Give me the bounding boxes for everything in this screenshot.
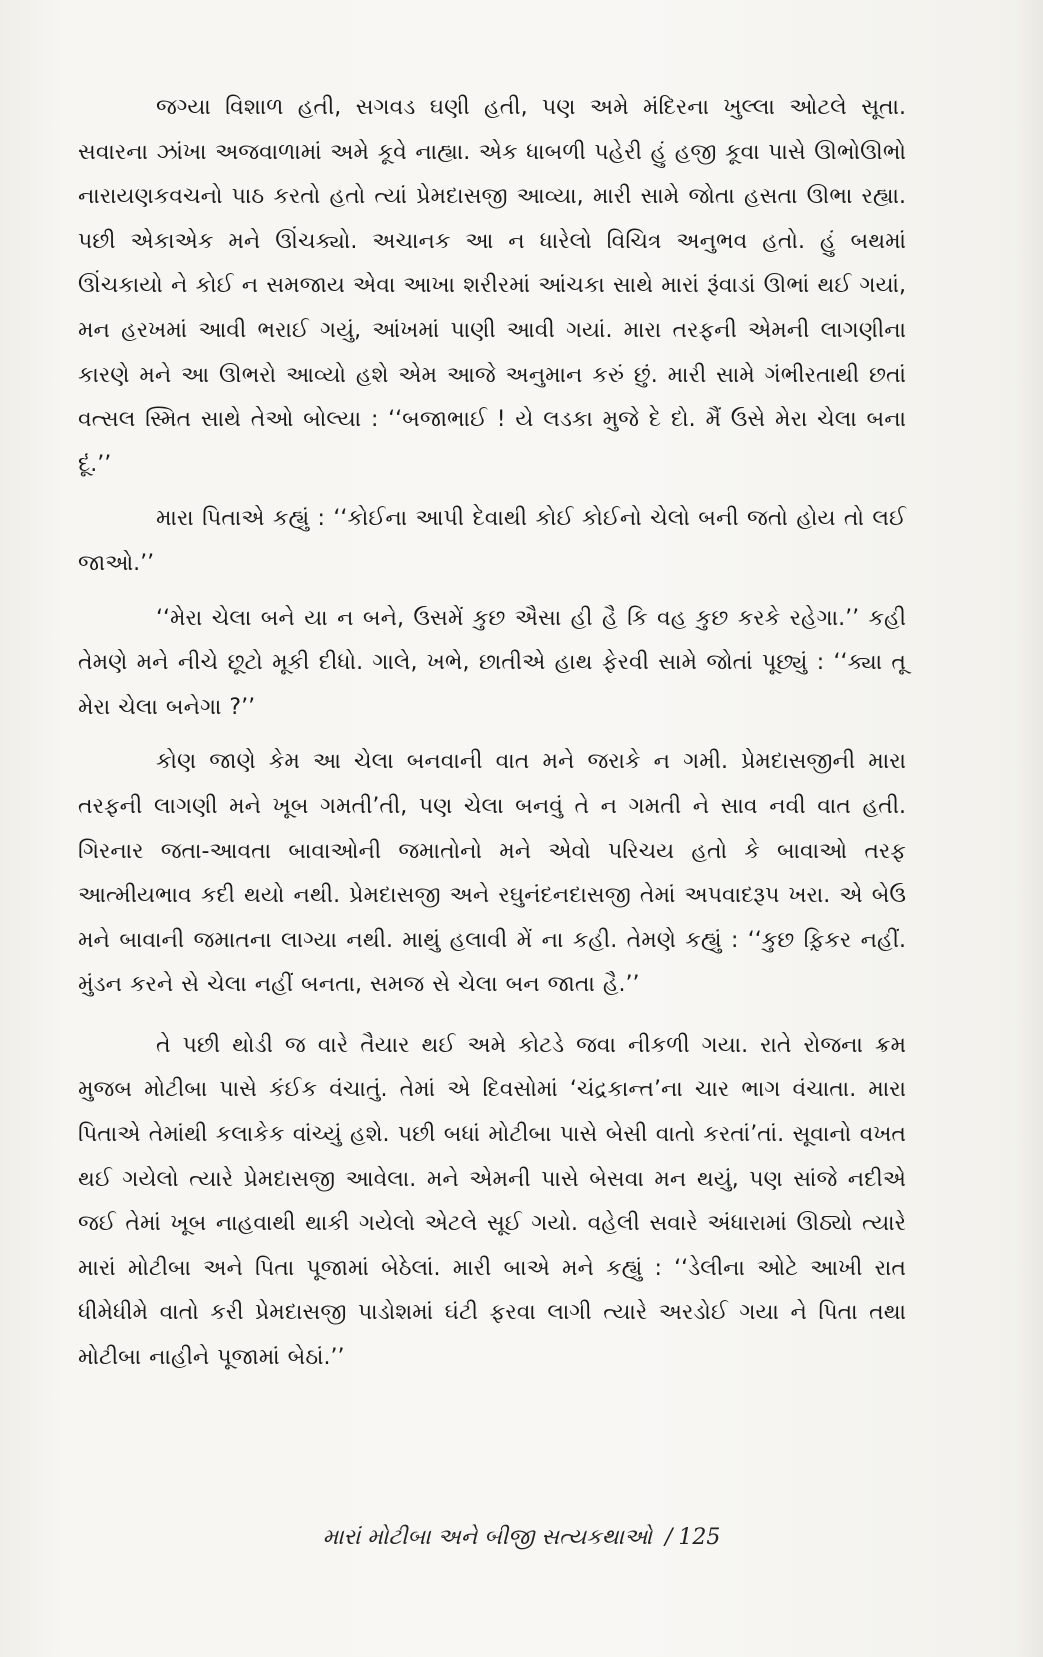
- page-footer: [0, 1525, 1043, 1550]
- paragraph-2: મારા પિતાએ કહ્યું : ‘‘કોઈના આપી દેવાથી કોઈ કોઈનો ચેલો બની જતો હોય તો લઈ જાઓ.’’: [78, 506, 906, 576]
- book-title: મારાં મોટીબા અને બીજી સત્યકથાઓ: [322, 1525, 652, 1550]
- paragraph-3: ‘‘મેરા ચેલા બને યા ન બને, ઉસમેં કુછ ઐસા હી હૈ કિ વહ કુછ કરકે રહેગા.’’ કહી તેમણે મને નીચે છૂટો મૂકી દીધો. ગાલે, ખભે, છાતીએ હાથ ફેરવી સામે જોતાં પૂછ્યું : ‘‘ક્યા તૂ મેરા ચેલા બનેગા ?’’: [78, 605, 906, 720]
- footer-separator: /: [664, 1525, 673, 1550]
- page-number: 125: [678, 1525, 721, 1550]
- paragraph-4: કોણ જાણે કેમ આ ચેલા બનવાની વાત મને જરાકે ન ગમી. પ્રેમદાસજીની મારા તરફની લાગણી મને ખૂબ ગમતી’તી, પણ ચેલા બનવું તે ન ગમતી ને સાવ નવી વાત હતી. ગિરનાર જતા-આવતા બાવાઓની જમાતોનો મને એવો પરિચય હતો કે બાવાઓ તરફ આત્મીયભાવ કદી થયો નથી. પ્રેમદાસજી અને રઘુનંદનદાસજી તેમાં અપવાદરૂપ ખરા. એ બેઉ મને બાવાની જમાતના લાગ્યા નથી. માથું હલાવી મેં ના કહી. તેમણે કહ્યું : ‘‘કુછ ફ઼િકર નહીં. મુંડન કરને સે ચેલા નહીં બનતા, સમજ સે ચેલા બન જાતા હૈ.’’: [78, 749, 906, 998]
- body-text: [78, 86, 906, 1381]
- paragraph-5: તે પછી થોડી જ વારે તૈયાર થઈ અમે કોટડે જવા નીકળી ગયા. રાતે રોજના ક્રમ મુજબ મોટીબા પાસે કંઈક વંચાતું. તેમાં એ દિવસોમાં ‘ચંદ્રકાન્ત’ના ચાર ભાગ વંચાતા. મારા પિતાએ તેમાંથી કલાકેક વાંચ્યું હશે. પછી બધાં મોટીબા પાસે બેસી વાતો કરતાં’તાં. સૂવાનો વખત થઈ ગયેલો ત્યારે પ્રેમદાસજી આવેલા. મને એમની પાસે બેસવા મન થયું, પણ સાંજે નદીએ જઈ તેમાં ખૂબ નાહવાથી થાકી ગયેલો એટલે સૂઈ ગયો. વહેલી સવારે અંધારામાં ઊઠ્યો ત્યારે મારાં મોટીબા અને પિતા પૂજામાં બેઠેલાં. મારી બાએ મને કહ્યું : ‘‘ડેલીના ઓટે આખી રાત ધીમેધીમે વાતો કરી પ્રેમદાસજી પાડોશમાં ઘંટી ફરવા લાગી ત્યારે અરડોઈ ગયા ને પિતા તથા મોટીબા નાહીને પૂજામાં બેઠાં.’’: [78, 1032, 906, 1371]
- paragraph-1: જગ્યા વિશાળ હતી, સગવડ ઘણી હતી, પણ અમે મંદિરના ખુલ્લા ઓટલે સૂતા. સવારના ઝાંખા અજવાળામાં અમે કૂવે નાહ્યા. એક ધાબળી પહેરી હું હજી કૂવા પાસે ઊભોઊભો નારાયણકવચનો પાઠ કરતો હતો ત્યાં પ્રેમદાસજી આવ્યા, મારી સામે જોતા હસતા ઊભા રહ્યા. પછી એકાએક મને ઊંચક્યો. અચાનક આ ન ધારેલો વિચિત્ર અનુભવ હતો. હું બથમાં ઊંચકાયો ને કોઈ ન સમજાય એવા આખા શરીરમાં આંચકા સાથે મારાં રૂંવાડાં ઊભાં થઈ ગયાં, મન હરખમાં આવી ભરાઈ ગયું, આંખમાં પાણી આવી ગયાં. મારા તરફની એમની લાગણીના કારણે મને આ ઊભરો આવ્યો હશે એમ આજે અનુમાન કરું છું. મારી સામે ગંભીરતાથી છતાં વત્સલ સ્મિત સાથે તેઓ બોલ્યા : ‘‘બજાભાઈ ! યે લડકા મુજે દે દો. મૈં ઉસે મેરા ચેલા બના દૂં.’’: [78, 95, 906, 477]
